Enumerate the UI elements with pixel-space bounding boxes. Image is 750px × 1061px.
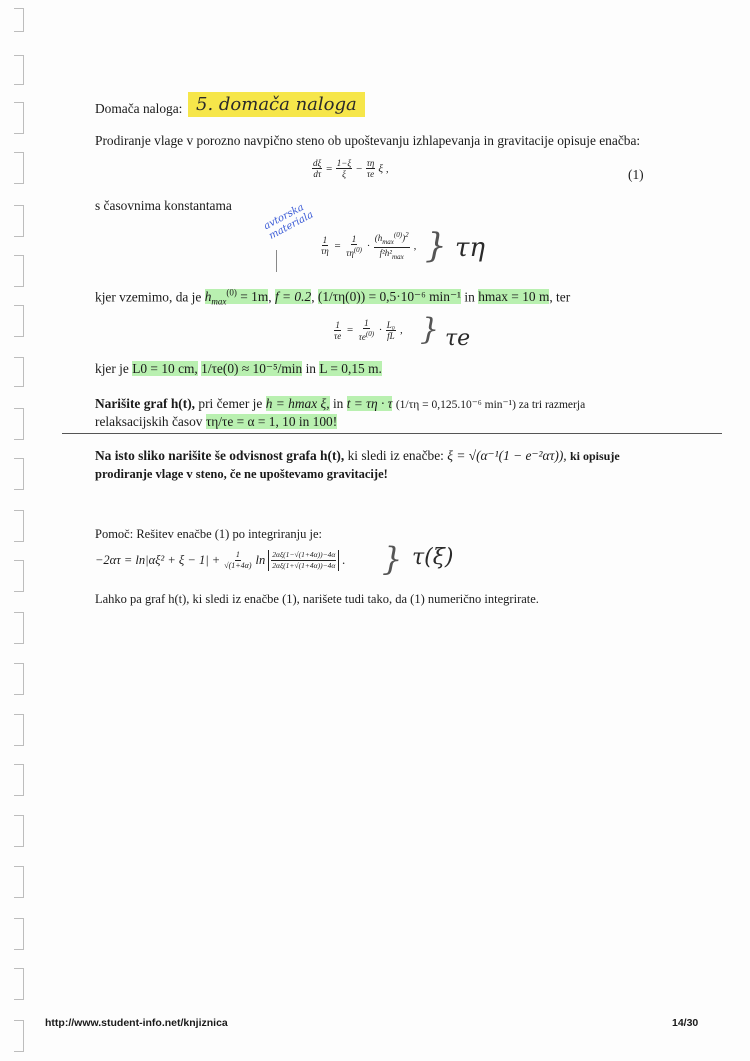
task-2-line-2: prodiranje vlage v steno, če ne upoštevamo gravitacije! (95, 467, 388, 481)
equation-tau-e: $\frac{1}{\tau e}$ = $\frac{1}{\tau e^{(0)}}$ · $\frac{\text{L₀}}{fL}$ , (334, 318, 403, 342)
task-2-line-1: Na isto sliko narišite še odvisnost grafa h(t), ki sledi iz enačbe: ξ = √(α⁻¹(1 − e⁻²ατ)), ki opisuje (95, 448, 620, 463)
closing-text: Lahko pa graf h(t), ki sledi iz enačbe (1), narišete tudi tako, da (1) numerično integrirate. (95, 592, 539, 606)
brace-3: } (382, 540, 403, 578)
handwritten-tau-eta: τη (455, 233, 485, 263)
brace-2: } (420, 312, 440, 347)
task-1-line-2: relaksacijskih časov τη/τe = α = 1, 10 in 100! (95, 414, 338, 429)
page-number: 14/30 (672, 1017, 699, 1029)
equation-solution: −2ατ = ln|αξ² + ξ − 1| + $\frac{1}{√(1+4\alpha)}$ ln $\frac{2\alpha\xi(1-√(1+4\alpha))-4\alpha}{2\alpha\xi(1+√(1+4\alpha))-4\alpha}$ . (95, 550, 346, 570)
header-label: Domača naloga: (95, 101, 183, 116)
brace-1: } (425, 226, 447, 266)
note-arrow-line (276, 250, 277, 272)
time-constants-label: s časovnima konstantama (95, 198, 232, 213)
handwritten-tau-xi: τ(ξ) (412, 545, 454, 570)
line-kjer-2: kjer je L0 = 10 cm, 1/τe(0) ≈ 10⁻⁵/min in L = 0,15 m. (95, 361, 382, 376)
divider (62, 433, 722, 434)
intro-text: Prodiranje vlage v porozno navpično steno ob upoštevanju izhlapevanja in gravitacije opisuje enačba: (95, 133, 641, 148)
equation-1-number: (1) (628, 167, 644, 182)
handwritten-tau-e: τe (445, 326, 471, 351)
task-1-line-1: Narišite graf h(t), pri čemer je h = hmax ξ, in t = τη · τ (1/τη = 0,125.10⁻⁶ min⁻¹) za tri razmerja (95, 396, 586, 411)
footer-url[interactable]: http://www.student-info.net/knjiznica (45, 1017, 228, 1029)
equation-1: $\frac{d\xi}{d\tau}$ = $\frac{1-\xi}{\xi}$ − $\frac{\tau\eta}{\tau e}$ ξ , (313, 158, 389, 179)
equation-tau-eta: $\frac{1}{\tau\eta}$ = $\frac{1}{\tau\eta^{(0)}}$ · $\frac{(h_{max}^{(0)})^2}{f^2h^2_{max}}$ , (321, 231, 417, 261)
handwritten-note: avtorska materiala (262, 201, 316, 242)
hint-text: Pomoč: Rešitev enačbe (1) po integriranju je: (95, 527, 323, 541)
line-kjer-1: kjer vzemimo, da je $h_{max}^{(0)} = 1m$, f = 0.2, (1/τη(0)) = 0,5·10⁻⁶ min⁻¹ in hmax = 10 m, ter (95, 288, 571, 308)
handwritten-title: 5. domača naloga (188, 92, 365, 117)
